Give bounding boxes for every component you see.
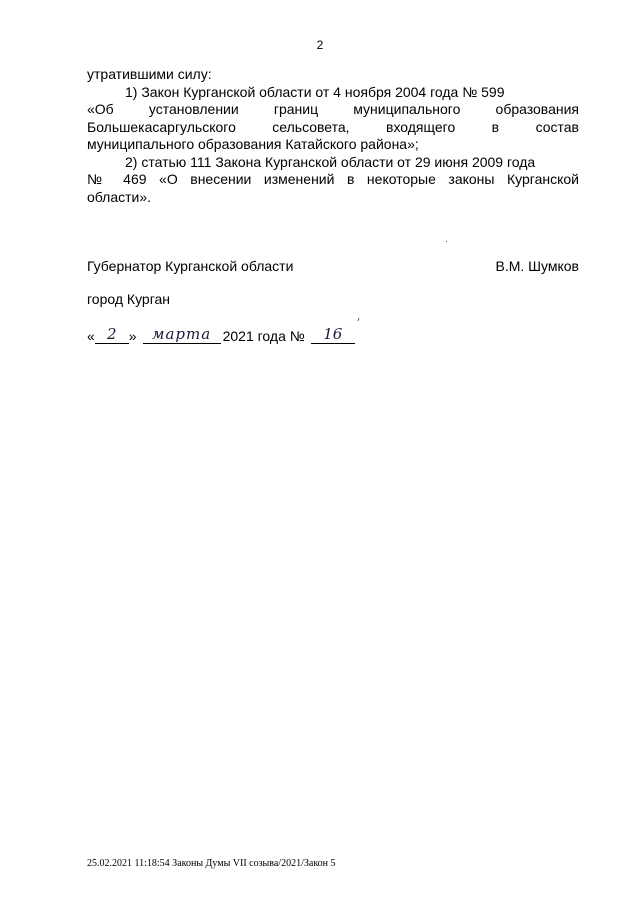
- item-2-line: № 469 «О внесении изменений в некоторые законы Курганской: [87, 171, 579, 187]
- handwritten-month: марта: [143, 326, 221, 344]
- footer-stamp: 25.02.2021 11:18:54 Законы Думы VII созыва/2021/Закон 5: [87, 858, 336, 869]
- item-1-line: Большекасаргульского сельсовета, входящего в состав: [87, 118, 579, 135]
- signature-block: [87, 258, 579, 274]
- scan-speck: [358, 318, 360, 321]
- document-body: [87, 66, 579, 206]
- date-line: [87, 326, 355, 344]
- item-1-line: 1) Закон Курганской области от 4 ноября 2004 года № 599: [125, 83, 505, 100]
- scan-speck: [446, 241, 447, 242]
- governor-title: Губернатор Курганской области: [87, 258, 294, 274]
- handwritten-number: 16: [311, 326, 355, 344]
- page-number: 2: [316, 38, 324, 52]
- year-text: 2021 года №: [222, 328, 305, 344]
- item-2-line: области».: [87, 188, 152, 205]
- handwritten-day: 2: [95, 326, 129, 344]
- item-2-line: 2) статью 111 Закона Курганской области от 29 июня 2009 года: [125, 153, 536, 170]
- item-1-line: «Об установлении границ муниципального образования: [87, 101, 579, 117]
- item-1-line: муниципального образования Катайского района»;: [87, 136, 419, 152]
- governor-name: В.М. Шумков: [495, 258, 579, 274]
- close-quote: »: [128, 328, 137, 344]
- open-quote: «: [87, 328, 95, 344]
- body-line: утратившими силу:: [87, 66, 212, 82]
- city-line: город Курган: [87, 291, 171, 307]
